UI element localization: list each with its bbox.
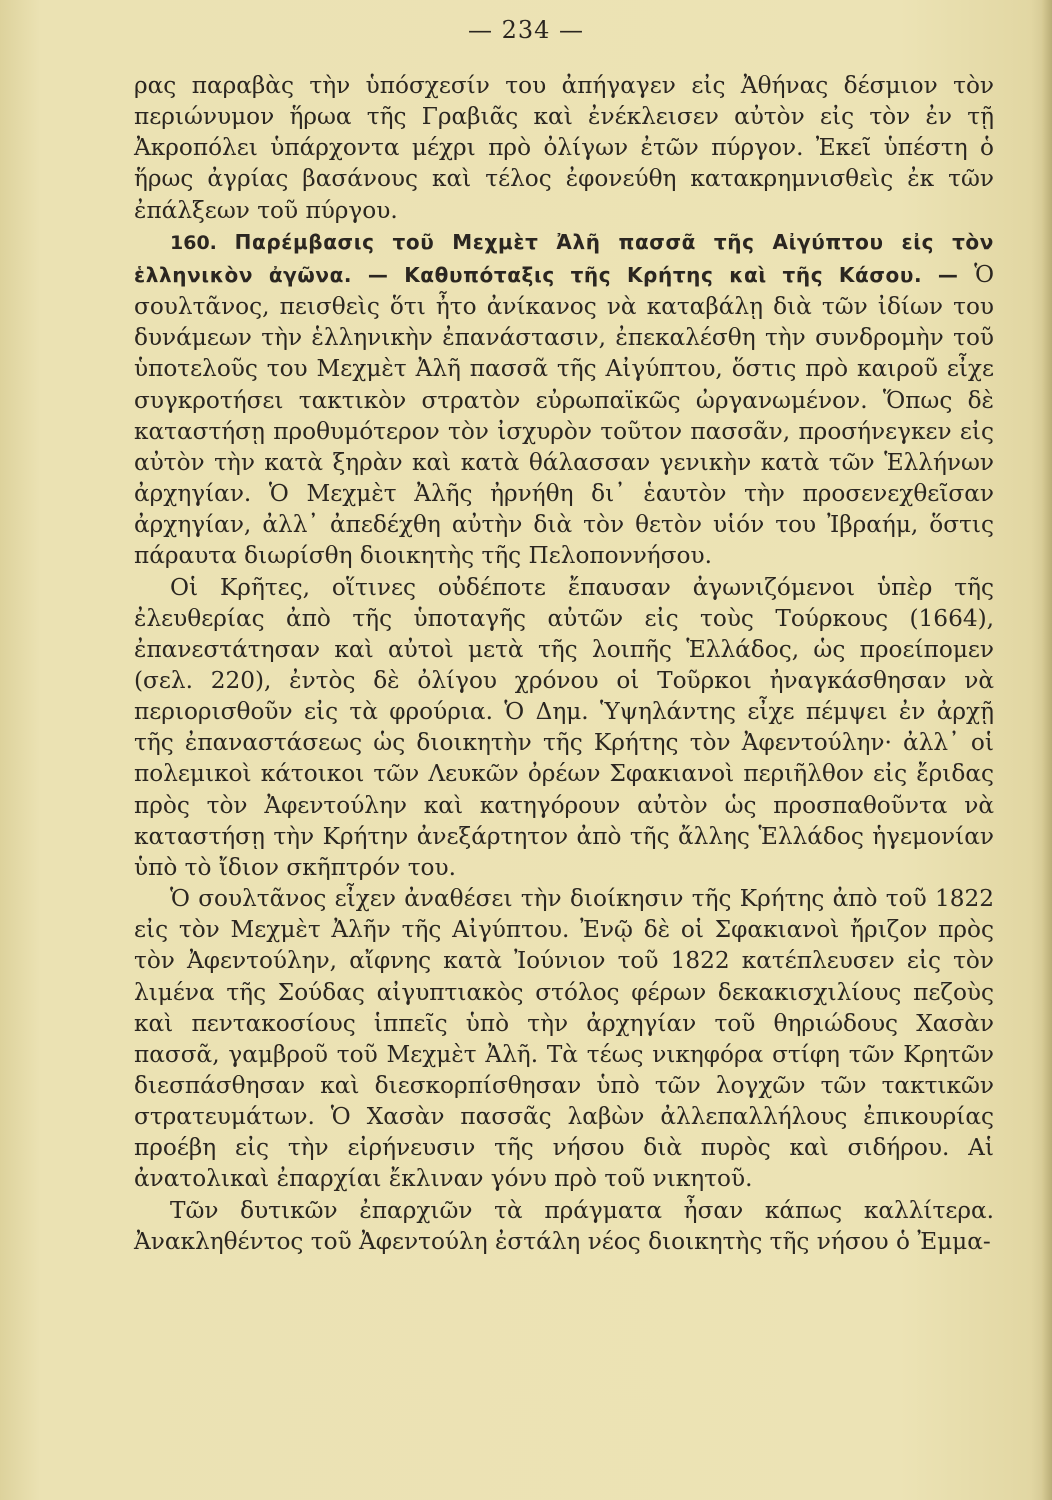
section-text: Ὁ σουλτᾶνος, πεισθεὶς ὅτι ἦτο ἀνίκανος νὰ καταβάλῃ διὰ τῶν ἰδίων του δυνάμεων τὴν ἑλληνικὴν ἐπανάστασιν, ἐπεκαλέσθη τὴν συνδρομὴν τοῦ ὑποτελοῦς του Μεχμὲτ Ἀλῆ πασσᾶ τῆς Αἰγύπτου, ὅστις πρὸ καιροῦ εἶχε συγκροτήσει τακτικὸν στρατὸν εὐρωπαϊκῶς ὠργανωμένον. Ὅπως δὲ καταστήσῃ προθυμότερον τὸν ἰσχυρὸν τοῦτον πασσᾶν, προσήνεγκεν εἰς αὐτὸν τὴν κατὰ ξηρὰν καὶ κατὰ θάλασσαν γενικὴν κατὰ τῶν Ἑλλήνων ἀρχηγίαν. Ὁ Μεχμὲτ Ἀλῆς ἠρνήθη δι᾽ ἑαυτὸν τὴν προσενεχθεῖσαν ἀρχηγίαν, ἀλλ᾽ ἀπεδέχθη αὐτὴν διὰ τὸν θετὸν υἱόν του Ἰβραήμ, ὅστις πάραυτα διωρίσθη διοικητὴς τῆς Πελοποννήσου. bbox=[134, 260, 995, 570]
page-number: — 234 — bbox=[467, 16, 585, 44]
section-title: Παρέμβασις τοῦ Μεχμὲτ Ἀλῆ πασσᾶ τῆς Αἰγύπτου εἰς τὸν ἑλληνικὸν ἀγῶνα. — Καθυπόταξις τῆς Κρήτης καὶ τῆς Κάσου. — bbox=[134, 229, 994, 287]
body-text bbox=[134, 70, 994, 1257]
paragraph-egyptian-fleet: Ὁ σουλτᾶνος εἶχεν ἀναθέσει τὴν διοίκησιν τῆς Κρήτης ἀπὸ τοῦ 1822 εἰς τὸν Μεχμὲτ Ἀλῆν τῆς Αἰγύπτου. Ἐνῷ δὲ οἱ Σφακιανοὶ ἤριζον πρὸς τὸν Ἀφεντούλην, αἴφνης κατὰ Ἰούνιον τοῦ 1822 κατέπλευσεν εἰς τὸν λιμένα τῆς Σούδας αἰγυπτιακὸς στόλος φέρων δεκακισχιλίους πεζοὺς καὶ πεντακοσίους ἱππεῖς ὑπὸ τὴν ἀρχηγίαν τοῦ θηριώδους Χασὰν πασσᾶ, γαμβροῦ τοῦ Μεχμὲτ Ἀλῆ. Τὰ τέως νικηφόρα στίφη τῶν Κρητῶν διεσπάσθησαν καὶ διεσκορπίσθησαν ὑπὸ τῶν λογχῶν τῶν τακτικῶν στρατευμάτων. Ὁ Χασὰν πασσᾶς λαβὼν ἀλλεπαλλήλους ἐπικουρίας προέβη εἰς τὴν εἰρήνευσιν τῆς νήσου διὰ πυρὸς καὶ σιδήρου. Αἱ ἀνατολικαὶ ἐπαρχίαι ἔκλιναν γόνυ πρὸ τοῦ νικητοῦ. bbox=[134, 885, 994, 1193]
paragraph-crete-revolt: Οἱ Κρῆτες, οἵτινες οὐδέποτε ἔπαυσαν ἀγωνιζόμενοι ὑπὲρ τῆς ἐλευθερίας ἀπὸ τῆς ὑποταγῆς αὐτῶν εἰς τοὺς Τούρκους (1664), ἐπανεστάτησαν καὶ αὐτοὶ μετὰ τῆς λοιπῆς Ἑλλάδος, ὡς προείπομεν (σελ. 220), ἐντὸς δὲ ὀλίγου χρόνου οἱ Τοῦρκοι ἠναγκάσθησαν νὰ περιορισθοῦν εἰς τὰ φρούρια. Ὁ Δημ. Ὑψηλάντης εἶχε πέμψει ἐν ἀρχῇ τῆς ἐπαναστάσεως ὡς διοικητὴν τῆς Κρήτης τὸν Ἀφεντούλην· ἀλλ᾽ οἱ πολεμικοὶ κάτοικοι τῶν Λευκῶν ὀρέων Σφακιανοὶ περιῆλθον εἰς ἔριδας πρὸς τὸν Ἀφεντούλην καὶ κατηγόρουν αὐτὸν ὡς προσπαθοῦντα νὰ καταστήσῃ τὴν Κρήτην ἀνεξάρτητον ἀπὸ τῆς ἄλλης Ἑλλάδος ἡγεμονίαν ὑπὸ τὸ ἴδιον σκῆπτρόν του. bbox=[134, 573, 994, 881]
paragraph-continuation: ρας παραβὰς τὴν ὑπόσχεσίν του ἀπήγαγεν εἰς Ἀθήνας δέσμιον τὸν περιώνυμον ἥρωα τῆς Γραβιᾶς καὶ ἐνέκλεισεν αὐτὸν εἰς τὸν ἐν τῇ Ἀκροπόλει ὑπάρχοντα μέχρι πρὸ ὀλίγων ἐτῶν πύργον. Ἐκεῖ ὑπέστη ὁ ἥρως ἀγρίας βασάνους καὶ τέλος ἐφονεύθη κατακρημνισθεὶς ἐκ τῶν ἐπάλξεων τοῦ πύργου. bbox=[134, 72, 994, 224]
section-number: 160. bbox=[170, 231, 217, 254]
page-edge-shadow bbox=[1042, 0, 1052, 1500]
section-160 bbox=[134, 226, 994, 572]
paragraph-western-provinces: Τῶν δυτικῶν ἐπαρχιῶν τὰ πράγματα ἦσαν κάπως καλλίτερα. Ἀνακληθέντος τοῦ Ἀφεντούλη ἐστάλη νέος διοικητὴς τῆς νήσου ὁ Ἐμμα- bbox=[134, 1196, 994, 1255]
